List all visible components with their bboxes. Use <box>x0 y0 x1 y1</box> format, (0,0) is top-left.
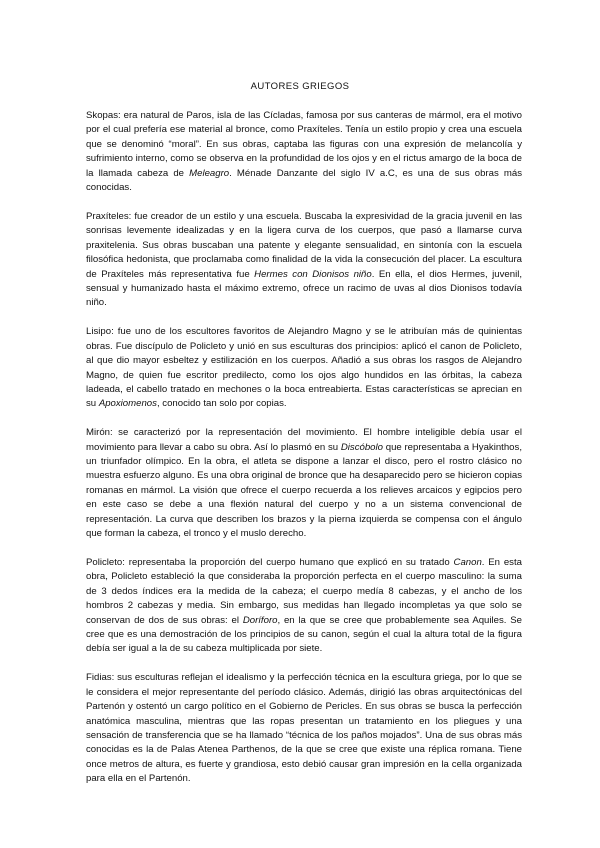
paragraph-text: . En esta obra, Policleto estableció la que consideraba la proporción perfecta en el cuerpo masculino: la suma de 3 dedos índices era la medida de la cabeza; el cuerpo medía 8 cabezas, y el ancho de los hombros 2 cabezas y media. Sin embargo, sus medidas han llegado incompletas ya que solo se conservan de dos de sus obras: el <box>86 556 522 626</box>
italic-title-text: Apoxiomenos <box>98 398 157 410</box>
paragraph-text: , en la que se cree que probablemente sea Aquiles. Se cree que es una demostración de los principios de su canon, según el cual la altura total de la figura debía ser igual a la de su cabeza multiplicada por siete. <box>86 614 522 655</box>
italic-title-text: Canon <box>453 556 482 568</box>
paragraph-text: Lisipo: fue uno de los escultores favoritos de Alejandro Magno y se le atribuían más de quinientas obras. Fue discípulo de Policleto y unió en sus esculturas dos principios: aplicó el canon de Policleto, al que dio mayor esbeltez y estilización en los cuerpos. Añadió a sus obras los rasgos de Alejandro Magno, de quien fue escritor predilecto, como los ojos algo hundidos en las órbitas, la cabeza ladeada, el cabello tratado en mechones o la boca entreabierta. Estas características se aprecian en su <box>86 326 522 410</box>
italic-title-text: Hermes con Dionisos niño <box>254 268 372 280</box>
paragraph-text: que representaba a Hyakinthos, un triunfador olímpico. En la obra, el atleta se dispone a lanzar el disco, pero el rostro clásico no muestra esfuerzo alguno. Es una obra original de bronce que ha desaparecido pero se hicieron copias romanas en mármol. La visión que ofrece el cuerpo recuerda a los relieves arcaicos y egipcios pero en este caso se debe a una flexión natural del cuerpo y no a un sistema convencional de representación. La curva que describen los brazos y la pierna izquierda se compensa con el ángulo que forman la cabeza, el tronco y el muslo derecho. <box>86 441 522 540</box>
paragraph <box>86 426 522 541</box>
paragraph <box>86 556 522 657</box>
paragraph <box>86 210 522 311</box>
paragraph-text: . En ella, el dios Hermes, juvenil, sensual y humanizado hasta el máximo extremo, ofrece un racimo de uvas al dios Dionisos todavía niño. <box>86 268 522 309</box>
paragraph-text: , conocido tan solo por copias. <box>156 398 287 410</box>
paragraph-text: Mirón: se caracterizó por la representación del movimiento. El hombre inteligible debía usar el movimiento para llevar a cabo su obra. Así lo plasmó en su <box>86 427 522 453</box>
italic-title-text: Meleagro <box>189 167 230 179</box>
italic-title-text: Doríforo <box>242 614 278 626</box>
paragraph-text: Policleto: representaba la proporción del cuerpo humano que explicó en su tratado <box>86 556 454 568</box>
paragraph-text: Praxíteles: fue creador de un estilo y una escuela. Buscaba la expresividad de la gracia juvenil en las sonrisas levemente idealizadas y en la ligera curva de los cuerpos, que pasó a llamarse curva praxitelenia. Sus obras buscaban una patente y elegante sensualidad, en sintonía con la escuela filosófica hedonista, que proclamaba como finalidad de la vida la consecución del placer. La escultura de Praxíteles más representativa fue <box>86 210 522 280</box>
paragraph-text: Fidias: sus esculturas reflejan el idealismo y la perfección técnica en la escultura griega, por lo que se le considera el mejor representante del período clásico. Además, dirigió las obras arquitectónicas del Partenón y ostentó un cargo político en el Gobierno de Pericles. En sus obras se busca la perfección anatómica masculina, mientras que las ropas presentan un tratamiento en los pliegues y una sensación de transferencia que se ha llamado “técnica de los paños mojados”. Una de sus obras más conocidas es la de Palas Atenea Parthenos, de la que se cree que existe una réplica romana. Tiene once metros de altura, es fuerte y grandiosa, esto debió causar gran impresión en la cella organizada para ella en el Partenón. <box>86 672 522 785</box>
document-body <box>86 109 522 801</box>
italic-title-text: Discóbolo <box>340 441 383 453</box>
paragraph-text: . Ménade Danzante del siglo IV a.C, es una de sus obras más conocidas. <box>86 167 522 194</box>
paragraph <box>86 671 522 786</box>
paragraph <box>86 109 522 195</box>
paragraph <box>86 325 522 411</box>
document-title: AUTORES GRIEGOS <box>250 81 350 92</box>
paragraph-text: Skopas: era natural de Paros, isla de las Cícladas, famosa por sus canteras de mármol, era el motivo por el cual prefería ese material al bronce, como Praxíteles. Tenía un estilo propio y crea una escuela que se denominó “moral”. En sus obras, captaba las figuras con una expresión de melancolía y sufrimiento interno, como se observa en la profundidad de los ojos y en el rictus amargo de la boca de la llamada cabeza de <box>86 110 522 179</box>
